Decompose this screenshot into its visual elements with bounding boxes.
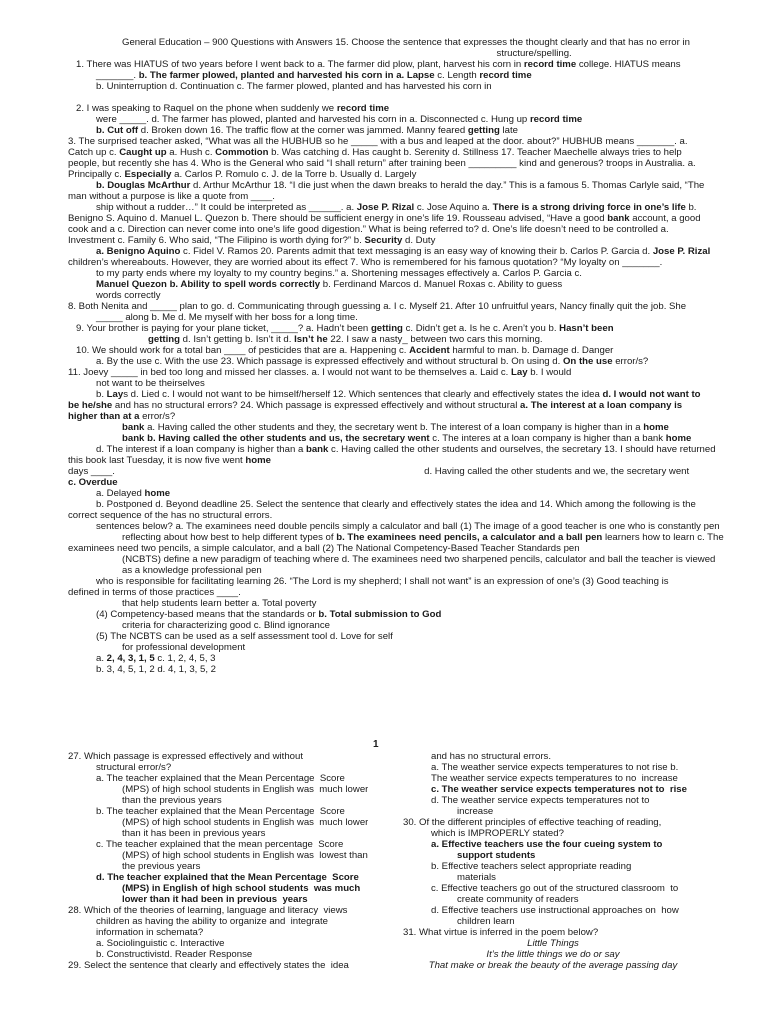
text-line: correct sequence of the has no structural errors. [68,510,273,521]
text-line: a. 2, 4, 3, 1, 5 c. 1, 2, 4, 5, 3 [96,653,216,664]
text-line: than the previous years [122,795,222,806]
text-line: b. Uninterruption d. Continuation c. The farmer plowed, planted and has harvested his corn in [96,81,492,92]
text-line: a. The teacher explained that the Mean Percentage Score [96,773,345,784]
text-line: be he/she and has no structural errors? 24. Which passage is expressed effectively and without structural a. The interest at a loan company is [68,400,683,411]
text-line: 1. There was HIATUS of two years before I went back to a. The farmer did plow, plant, harvest his corn in record time college. HIATUS means [68,59,681,70]
text-line: d. Effective teachers use instructional approaches on how [431,905,679,916]
text-line: the previous years [122,861,201,872]
text-line: b. Constructivistd. Reader Response [96,949,253,960]
text-line: d. The interest if a loan company is higher than a bank c. Having called the other students and ourselves, the secretary 13. I should have returned [96,444,716,455]
text-line: structure/spelling. [174,48,572,59]
text-line: The weather service expects temperatures to no increase [431,773,678,784]
text-line: man without a purpose is like a quote from ____. [68,191,275,202]
text-line: materials [457,872,496,883]
text-line: Little Things [527,938,579,949]
text-line: criteria for characterizing good c. Blind ignorance [122,620,330,631]
text-line: support students [457,850,536,861]
text-line: Catch up c. Caught up a. Hush c. Commotion b. Was catching d. Has caught b. Serenity d. Stillness 17. Teacher Maechelle always tries to help [68,147,682,158]
text-line: b. Cut off d. Broken down 16. The traffic flow at the corner was jammed. Manny feared getting late [96,125,518,136]
text-line: 29. Select the sentence that clearly and effectively states the idea [68,960,349,971]
text-line: 31. What virtue is inferred in the poem below? [403,927,599,938]
blank-line [68,92,740,103]
text-line: 30. Of the different principles of effective teaching of reading, [403,817,662,828]
text-line: c. The teacher explained that the mean percentage Score [96,839,344,850]
text-line: reflecting about how best to help different types of b. The examinees need pencils, a calculator and a ball pen learners how to learn c. The [122,532,724,543]
text-line: 2. I was speaking to Raquel on the phone when suddenly we record time [68,103,390,114]
text-line: (MPS) of high school students in English was lowest than [122,850,368,861]
text-line: 28. Which of the theories of learning, language and literacy views [68,905,348,916]
text-line: create community of readers [457,894,579,905]
text-line: cook and a c. Direction can never come into one’s life good digestion.” What is being referred to? d. One’s life doesn’t need to be controlled a. [68,224,669,235]
text-line: 27. Which passage is expressed effectively and without [68,751,303,762]
text-line: a. Sociolinguistic c. Interactive [96,938,225,949]
text-line: Principally c. Especially a. Carlos P. Romulo c. J. de la Torre b. Usually d. Largely [68,169,417,180]
text-line: 11. Joevy _____ in bed too long and missed her classes. a. I would not want to be themselves a. Laid c. Lay b. I would [68,367,572,378]
text-line: lower than it had been in previous years [122,894,308,905]
text-line: bank b. Having called the other students and us, the secretary went c. The interes at a loan company is higher than a bank home [122,433,692,444]
text-line: children learn [457,916,515,927]
text-line: increase [457,806,494,817]
page-number: 1 [373,739,379,750]
text-line: ship without a rudder…” It could be interpreted as ______. a. Jose P. Rizal c. Jose Aquino a. There is a strong driving force in one’s life b. [96,202,697,213]
text-line: b. Douglas McArthur d. Arthur McArthur 18. “I die just when the dawn breaks to herald the day.” This is a famous 5. Thomas Carlyle said, “The [96,180,705,191]
text-line: General Education – 900 Questions with Answers 15. Choose the sentence that expresses the thought clearly and that has no error in [122,37,690,48]
text-line: children’s whereabouts. However, they are worried about its effect 7. Who is remembered for his famous quotation? “My loyalty on _______. [68,257,663,268]
text-line: c. The weather service expects temperatures not to rise [431,784,687,795]
text-line: b. Postponed d. Beyond deadline 25. Select the sentence that clearly and effectively states the idea and 14. Which among the following is the [96,499,696,510]
text-line: (MPS) of high school students in English was much lower [122,817,368,828]
text-line: higher than at a error/s? [68,411,176,422]
text-line: who is responsible for facilitating learning 26. “The Lord is my shepherd; I shall not want” is an expression of one’s (3) Good teaching is [96,576,669,587]
text-line: bank a. Having called the other students and they, the secretary went b. The interest of a loan company is higher than in a home [122,422,669,433]
left-column [68,751,368,971]
text-line: 8. Both Nenita and _____ plan to go. d. Communicating through guessing a. I c. Myself 21. After 10 unfruitful years, Nancy finally quit the job. She [68,301,687,312]
text-line: a. Delayed home [96,488,171,499]
text-line: a. Effective teachers use the four cueing system to [431,839,663,850]
text-line: not want to be theirselves [96,378,205,389]
text-line: d. The weather service expects temperatures not to [431,795,650,806]
text-line: this book last Tuesday, it is now five went home [68,455,271,466]
text-line: sentences below? a. The examinees need double pencils simply a calculator and ball (1) The image of a good teacher is one who is constantly pen [96,521,720,532]
text-line: and has no structural errors. [431,751,551,762]
text-line: 10. We should work for a total ban ____ of pesticides that are a. Happening c. Accident harmful to man. b. Damage d. Danger [68,345,614,356]
text-line: (NCBTS) define a new paradigm of teaching where d. The examinees need two sharpened pencils, calculator and ball the teacher is viewed [122,554,716,565]
text-line: Benigno S. Aquino d. Manuel L. Quezon b. There should be sufficient energy in one’s life 19. Rousseau advised, “Have a good bank account, a good [68,213,701,224]
text-line: c. Effective teachers go out of the structured classroom to [431,883,679,894]
text-line: which is IMPROPERLY stated? [431,828,564,839]
text-line: That make or break the beauty of the average passing day [428,960,678,971]
text-line: c. Overdue [68,477,118,488]
text-line: children as having the ability to organize and integrate [96,916,328,927]
text-line: _____ along b. Me d. Me myself with her boss for a long time. [96,312,358,323]
text-line: information in schemata? [96,927,204,938]
text-line: for professional development [122,642,246,653]
text-line: (5) The NCBTS can be used as a self assessment tool d. Love for self [96,631,393,642]
right-column [403,751,703,971]
text-line: b. 3, 4, 5, 1, 2 d. 4, 1, 3, 5, 2 [96,664,217,675]
text-line: structural error/s? [96,762,172,773]
text-line: days ____. d. Having called the other students and we, the secretary went [68,466,690,477]
text-line: that help students learn better a. Total poverty [122,598,317,609]
text-line: words correctly [96,290,161,301]
text-line: d. The teacher explained that the Mean Percentage Score [96,872,359,883]
text-line: a. By the use c. With the use 23. Which passage is expressed effectively and without structural b. On using d. On the use error/s? [96,356,649,367]
top-text-block [68,37,740,675]
text-line: defined in terms of those practices ____. [68,587,241,598]
text-line: a. The weather service expects temperatures to not rise b. [431,762,679,773]
text-line: people, but recently she has 4. Who is the General who said “I shall return” after training been _________ kind and generous? troops in Australia. a. [68,158,696,169]
text-line: _______. b. The farmer plowed, planted and harvested his corn in a. Lapse c. Length record time [96,70,532,81]
text-line: (MPS) in English of high school students was much [122,883,361,894]
text-line: than it has been in previous years [122,828,266,839]
text-line: examinees need two pencils, a simple calculator, and a ball (2) The National Competency-Based Teacher Standards pen [68,543,580,554]
text-line: getting d. Isn’t getting b. Isn’t it d. Isn’t he 22. I saw a nasty_ between two cars this morning. [148,334,543,345]
text-line: 3. The surprised teacher asked, “What was all the HUBHUB so he _____ with a bus and leaped at the door. about?” HUBHUB means _______. a. [68,136,688,147]
text-line: as a knowledge professional pen [122,565,262,576]
text-line: (4) Competency-based means that the standards or b. Total submission to God [96,609,442,620]
text-line: 9. Your brother is paying for your plane ticket, _____? a. Hadn’t been getting c. Didn’t get a. Is he c. Aren’t you b. Hasn’t been [68,323,614,334]
text-line: (MPS) of high school students in English was much lower [122,784,368,795]
text-line: to my party ends where my loyalty to my country begins.” a. Shortening messages effectively a. Carlos P. Garcia c. [96,268,582,279]
text-line: were _____. d. The farmer has plowed, planted and harvested his corn in a. Disconnected c. Hung up record time [96,114,583,125]
text-line: Investment c. Family 6. Who said, “The Filipino is worth dying for?” b. Security d. Duty [68,235,436,246]
text-line: Manuel Quezon b. Ability to spell words correctly b. Ferdinand Marcos d. Manuel Roxas c. Ability to guess [96,279,563,290]
text-line: b. The teacher explained that the Mean Percentage Score [96,806,345,817]
text-line: b. Effective teachers select appropriate reading [431,861,632,872]
text-line: a. Benigno Aquino c. Fidel V. Ramos 20. Parents admit that text messaging is an easy way of knowing their b. Carlos P. Garcia d. Jose P. Rizal [96,246,711,257]
text-line: It’s the little things we do or say [486,949,620,960]
text-line: b. Lays d. Lied c. I would not want to be himself/herself 12. Which sentences that clearly and effectively states the idea d. I would not want to [96,389,701,400]
